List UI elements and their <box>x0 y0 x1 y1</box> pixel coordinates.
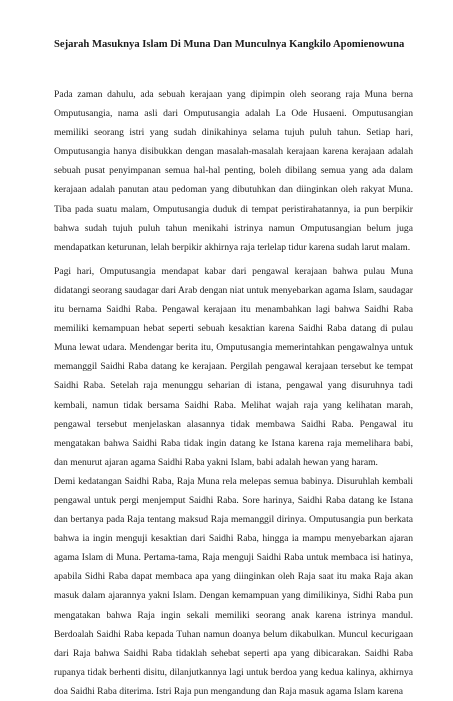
paragraph-3: Demi kedatangan Saidhi Raba, Raja Muna rela melepas semua babinya. Disuruhlah kembali pengawal untuk pergi menjemput Saidhi Raba. Sore harinya, Saidhi Raba datang ke Istana dan bertanya pada Raja tentang maksud Raja memanggil dirinya. Omputusangia pun berkata bahwa ia ingin menguji kesaktian dari Saidhi Raba, hingga ia mampu menyebarkan ajaran agama Islam di Muna. Pertama-tama, Raja menguji Saidhi Raba untuk membaca isi hatinya, apabila Sidhi Raba dapat membaca apa yang diinginkan oleh Raja saat itu maka Raja akan masuk dalam ajarannya yakni Islam. Dengan kemampuan yang dimilikinya, Sidhi Raba pun mengatakan bahwa Raja ingin sekali memiliki seorang anak karena istrinya mandul. Berdoalah Saidhi Raba kepada Tuhan namun doanya belum dikabulkan. Muncul kecurigaan dari Raja bahwa Saidhi Raba tidaklah sehebat seperti apa yang dibicarakan. Saidhi Raba rupanya tidak berhenti disitu, dilanjutkannya lagi untuk berdoa yang kedua kalinya, akhirnya doa Saidhi Raba diterima. Istri Raja pun mengandung dan Raja masuk agama Islam karena <box>54 475 413 697</box>
paragraph-1: Pada zaman dahulu, ada sebuah kerajaan yang dipimpin oleh seorang raja Muna berna Omputusangia, nama asli dari Omputusangia adalah La Ode Husaeni. Omputusangian memiliki seorang istri yang sudah dinikahinya selama tujuh puluh tahun. Setiap hari, Omputusangia hanya disibukkan dengan masalah-masalah kerajaan karena kerajaan adalah sebuah pusat penyimpanan semua hal-hal penting, boleh dibilang semua yang ada dalam kerajaan adalah panutan atau pedoman yang dibutuhkan dan diinginkan oleh rakyat Muna. Tiba pada suatu malam, Omputusangia duduk di tempat peristirahatannya, ia pun berpikir bahwa sudah tujuh puluh tahun menikahi istrinya namun Omputusangian belum juga mendapatkan keturunan, lelah berpikir akhirnya raja terlelap tidur karena sudah larut malam. <box>54 89 413 253</box>
document-title: Sejarah Masuknya Islam Di Muna Dan Munculnya Kangkilo Apomienowuna <box>54 39 405 50</box>
paragraph-2: Pagi hari, Omputusangia mendapat kabar dari pengawal kerajaan bahwa pulau Muna didatangi seorang saudagar dari Arab dengan niat untuk menyebarkan agama Islam, saudagar itu bernama Saidhi Raba. Pengawal kerajaan itu menambahkan lagi bahwa Saidhi Raba memiliki kemampuan hebat seperti sebuah kesaktian karena Saidhi Raba datang di pulau Muna lewat udara. Mendengar berita itu, Omputusangia memerintahkan pengawalnya untuk memanggil Saidhi Raba datang ke kerajaan. Pergilah pengawal kerajaan tersebut ke tempat Saidhi Raba. Setelah raja menunggu seharian di istana, pengawal yang disuruhnya tadi kembali, namun tidak bersama Saidhi Raba. Melihat wajah raja yang kelihatan marah, pengawal tersebut menjelaskan alasannya tidak membawa Saidhi Raba. Pengawal itu mengatakan bahwa Saidhi Raba tidak ingin datang ke Istana karena raja memelihara babi, dan menurut ajaran agama Saidhi Raba yakni Islam, babi adalah hewan yang haram. <box>54 265 413 468</box>
